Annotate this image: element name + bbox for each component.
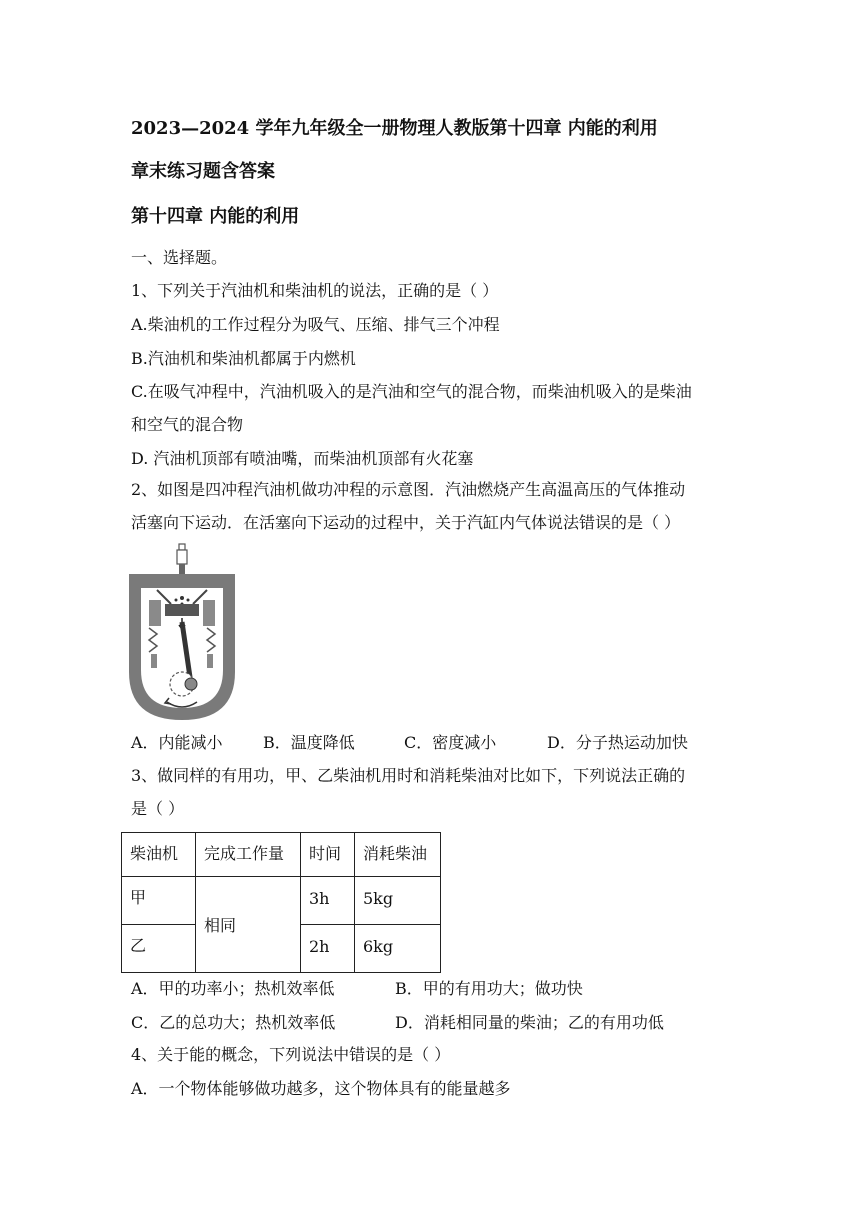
- question-2-option-d: D．分子热运动加快: [547, 733, 688, 752]
- question-1-option-b: B.汽油机和柴油机都属于内燃机: [131, 349, 356, 368]
- table-cell-work: 相同: [196, 877, 301, 973]
- table-header-cell: 时间: [301, 833, 355, 877]
- document-title-line-2: 章末练习题含答案: [131, 161, 275, 182]
- table-cell-engine: 甲: [122, 877, 196, 925]
- diesel-engine-comparison-table: [121, 832, 441, 973]
- table-cell-fuel: 6kg: [355, 925, 441, 973]
- question-3-stem-line-1: 3、做同样的有用功，甲、乙柴油机用时和消耗柴油对比如下，下列说法正确的: [131, 766, 686, 785]
- question-1-option-c-line-1: C.在吸气冲程中，汽油机吸入的是汽油和空气的混合物，而柴油机吸入的是柴油: [131, 382, 692, 401]
- section-heading: 一、选择题。: [131, 248, 228, 267]
- table-header-cell: 完成工作量: [196, 833, 301, 877]
- table-cell-engine: 乙: [122, 925, 196, 973]
- engine-power-stroke-diagram: [127, 542, 237, 726]
- question-1-stem: 1、下列关于汽油机和柴油机的说法，正确的是（ ）: [131, 281, 499, 300]
- question-3-option-c: C．乙的总功大；热机效率低: [131, 1013, 336, 1032]
- table-header-cell: 柴油机: [122, 833, 196, 877]
- question-2-option-b: B．温度降低: [263, 733, 355, 752]
- question-2-stem-line-1: 2、如图是四冲程汽油机做功冲程的示意图．汽油燃烧产生高温高压的气体推动: [131, 480, 686, 499]
- question-3-option-b: B．甲的有用功大；做功快: [395, 979, 583, 998]
- table-header-row: [122, 833, 441, 877]
- question-2-option-a: A．内能减小: [131, 733, 223, 752]
- question-3-option-a: A．甲的功率小；热机效率低: [131, 979, 335, 998]
- question-2-stem-line-2: 活塞向下运动．在活塞向下运动的过程中，关于汽缸内气体说法错误的是（ ）: [131, 513, 681, 532]
- document-title-line-1: 2023—2024 学年九年级全一册物理人教版第十四章 内能的利用: [131, 118, 658, 139]
- table-header-cell: 消耗柴油: [355, 833, 441, 877]
- question-1-option-c-line-2: 和空气的混合物: [131, 415, 244, 434]
- table-cell-time: 3h: [301, 877, 355, 925]
- table-cell-time: 2h: [301, 925, 355, 973]
- question-3-option-d: D．消耗相同量的柴油；乙的有用功低: [395, 1013, 664, 1032]
- table-row: [122, 877, 441, 925]
- question-1-option-d: D. 汽油机顶部有喷油嘴，而柴油机顶部有火花塞: [131, 449, 474, 468]
- question-3-stem-line-2: 是（ ）: [131, 799, 185, 818]
- table-cell-fuel: 5kg: [355, 877, 441, 925]
- question-1-option-a: A.柴油机的工作过程分为吸气、压缩、排气三个冲程: [131, 315, 500, 334]
- question-4-stem: 4、关于能的概念，下列说法中错误的是（ ）: [131, 1045, 451, 1064]
- chapter-heading: 第十四章 内能的利用: [131, 206, 300, 227]
- question-4-option-a: A．一个物体能够做功越多，这个物体具有的能量越多: [131, 1079, 511, 1098]
- question-2-option-c: C．密度减小: [404, 733, 497, 752]
